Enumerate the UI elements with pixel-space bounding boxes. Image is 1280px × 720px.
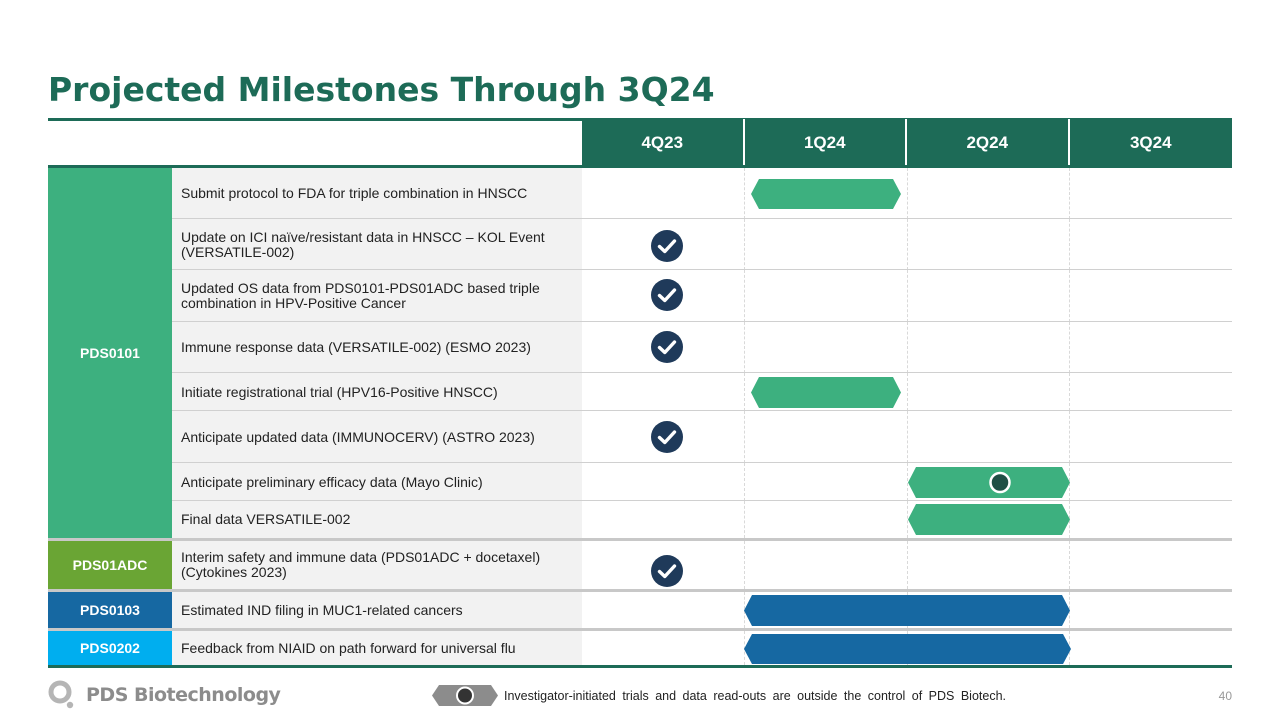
milestone-row xyxy=(172,541,1232,589)
check-circle-icon xyxy=(651,331,683,363)
milestone-bar-iit xyxy=(908,467,1070,498)
milestone-text: Update on ICI naïve/resistant data in HNSCC – KOL Event (VERSATILE-002) xyxy=(172,219,582,270)
group-label-pds0101: PDS0101 xyxy=(48,168,172,538)
check-circle-icon xyxy=(651,279,683,311)
milestone-row xyxy=(172,631,1232,665)
milestone-bar xyxy=(744,595,1070,626)
milestone-row xyxy=(172,463,1232,501)
milestone-bar xyxy=(751,377,901,408)
quarter-header-3q24: 3Q24 xyxy=(1070,119,1233,167)
quarter-header-1q24: 1Q24 xyxy=(745,119,908,167)
milestone-text: Final data VERSATILE-002 xyxy=(172,501,582,538)
milestone-row xyxy=(172,270,1232,322)
milestone-text: Initiate registrational trial (HPV16-Positive HNSCC) xyxy=(172,373,582,411)
pds-logo-icon xyxy=(48,680,76,710)
group-label-pds0202: PDS0202 xyxy=(48,631,172,665)
quarter-header-4q23: 4Q23 xyxy=(582,119,745,167)
check-circle-icon xyxy=(651,555,683,587)
milestone-row xyxy=(172,373,1232,411)
bottom-rule xyxy=(48,665,1232,668)
milestone-text: Anticipate updated data (IMMUNOCERV) (ASTRO 2023) xyxy=(172,411,582,463)
legend-text: Investigator-initiated trials and data read-outs are outside the control of PDS Biotech. xyxy=(504,688,1007,703)
group-label-pds01adc: PDS01ADC xyxy=(48,541,172,589)
milestone-text: Feedback from NIAID on path forward for universal flu xyxy=(172,631,582,665)
milestone-text: Interim safety and immune data (PDS01ADC + docetaxel) (Cytokines 2023) xyxy=(172,541,582,589)
investigator-initiated-icon xyxy=(432,685,498,706)
milestone-text: Estimated IND filing in MUC1-related cancers xyxy=(172,592,582,628)
milestone-bar xyxy=(908,504,1070,535)
milestone-row xyxy=(172,411,1232,463)
milestone-row xyxy=(172,168,1232,219)
company-name: PDS Biotechnology xyxy=(86,684,281,706)
check-circle-icon xyxy=(651,230,683,262)
check-circle-icon xyxy=(651,421,683,453)
quarter-header-2q24: 2Q24 xyxy=(907,119,1070,167)
milestone-text: Immune response data (VERSATILE-002) (ESMO 2023) xyxy=(172,322,582,373)
company-logo xyxy=(48,680,280,710)
milestone-row xyxy=(172,501,1232,538)
milestone-bar xyxy=(744,634,1071,664)
group-label-pds0103: PDS0103 xyxy=(48,592,172,628)
legend xyxy=(432,685,1006,706)
milestone-row xyxy=(172,219,1232,270)
milestone-text: Submit protocol to FDA for triple combination in HNSCC xyxy=(172,168,582,219)
quarter-header xyxy=(582,119,1232,167)
milestone-text: Updated OS data from PDS0101-PDS01ADC based triple combination in HPV-Positive Cancer xyxy=(172,270,582,322)
page-title: Projected Milestones Through 3Q24 xyxy=(48,70,715,109)
milestone-bar xyxy=(751,179,901,209)
milestone-row xyxy=(172,592,1232,628)
milestone-row xyxy=(172,322,1232,373)
milestone-text: Anticipate preliminary efficacy data (Mayo Clinic) xyxy=(172,463,582,501)
page-number: 40 xyxy=(1218,689,1232,703)
